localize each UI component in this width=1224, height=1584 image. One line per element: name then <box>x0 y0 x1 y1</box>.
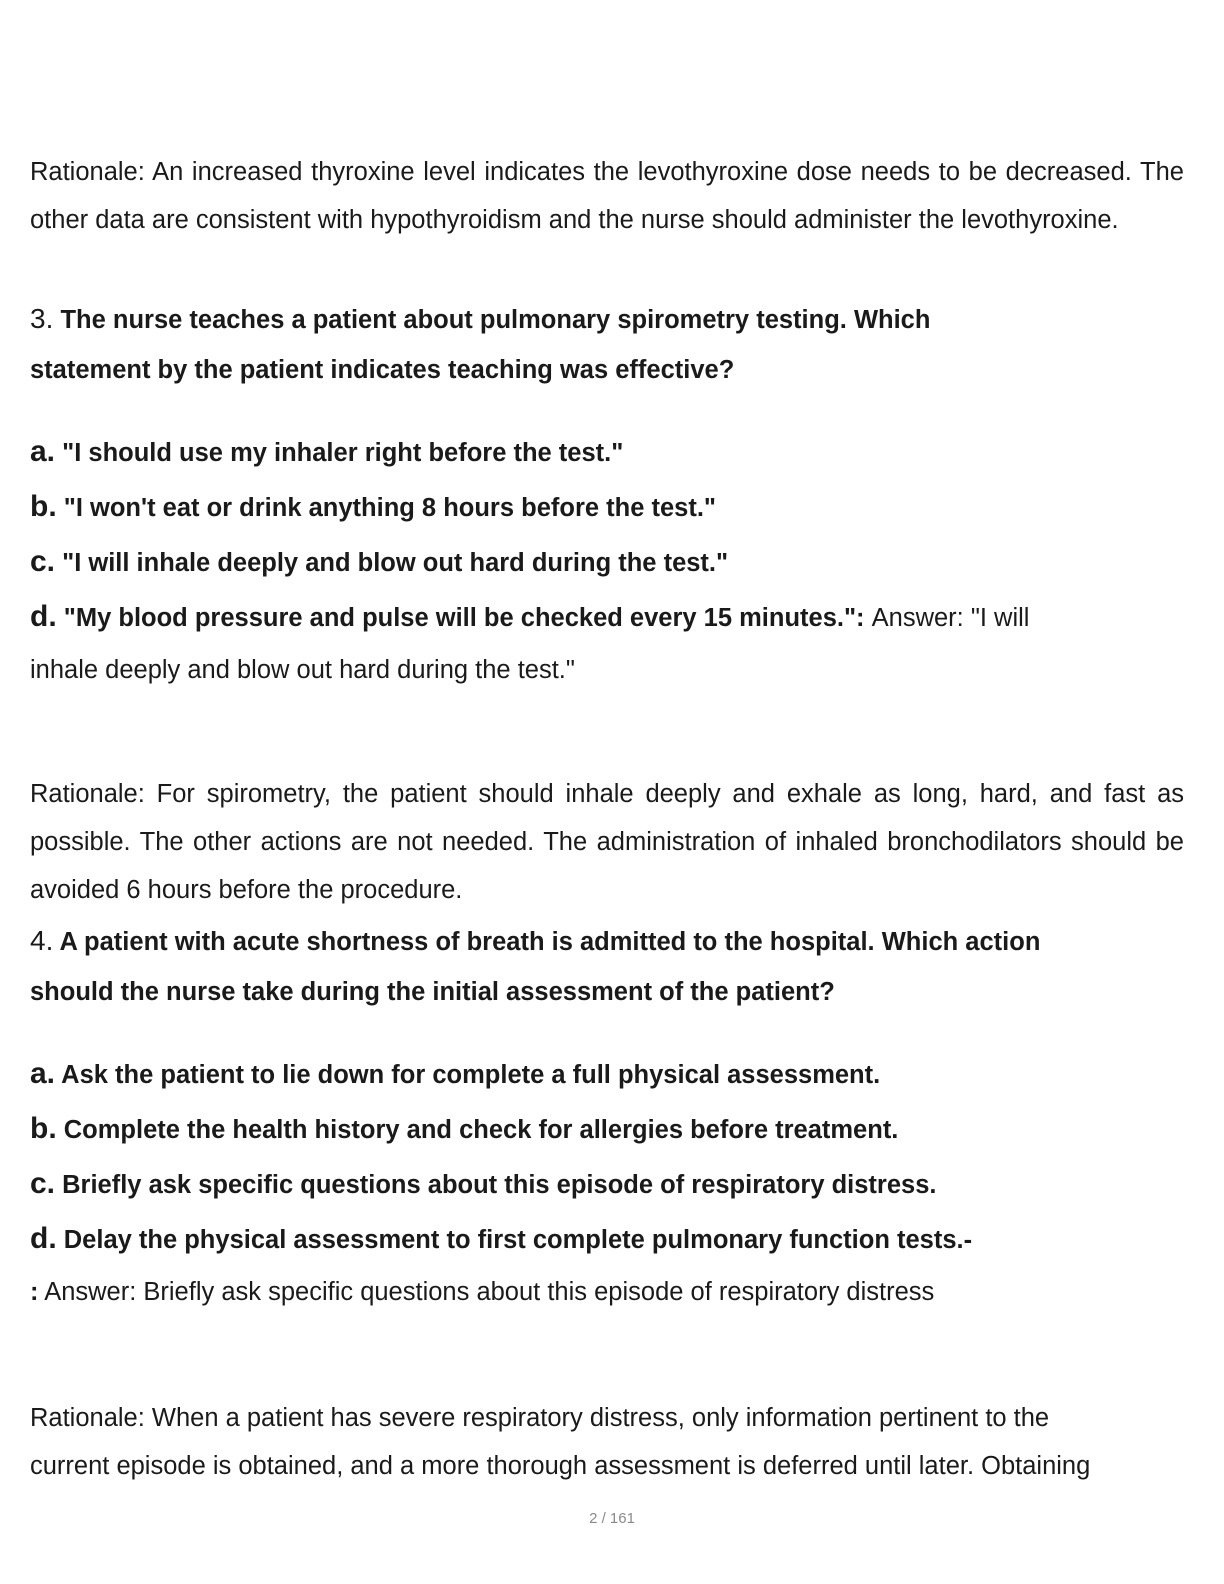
rationale-q2 <box>30 148 1184 244</box>
rationale-line2: current episode is obtained, and a more thorough assessment is deferred until later. Obtaining <box>30 1452 1091 1480</box>
rationale-line1: Rationale: When a patient has severe respiratory distress, only information pertinent to the <box>30 1404 1050 1432</box>
answer-colon: : <box>30 1278 39 1306</box>
rationale-q4 <box>30 1394 1184 1490</box>
option-c <box>30 1157 1184 1212</box>
option-b <box>30 480 1184 535</box>
question-3-options <box>30 425 1184 695</box>
rationale-text: Rationale: For spirometry, the patient should inhale deeply and exhale as long, hard, and fast as possible. The other actions are not needed. The administration of inhaled bronchodilators should be avoided 6 hours before the procedure. <box>30 780 1184 904</box>
option-a <box>30 425 1184 480</box>
option-letter: c. <box>30 545 56 578</box>
question-4-options <box>30 1047 1184 1317</box>
question-3-stem-line1 <box>30 294 1184 345</box>
option-letter: b. <box>30 1112 57 1145</box>
question-4-stem-line2: should the nurse take during the initial assessment of the patient? <box>30 978 835 1006</box>
question-stem: The nurse teaches a patient about pulmonary spirometry testing. Which <box>60 306 931 334</box>
option-d <box>30 1212 1184 1267</box>
option-d <box>30 590 1184 645</box>
page-number: 2 / 161 <box>589 1510 635 1527</box>
question-number: 3. <box>30 303 54 334</box>
option-c <box>30 535 1184 590</box>
question-4-stem-line1 <box>30 916 1184 967</box>
option-text: "I should use my inhaler right before the test." <box>62 439 624 467</box>
option-letter: d. <box>30 600 57 633</box>
option-text: Briefly ask specific questions about this episode of respiratory distress. <box>62 1171 937 1199</box>
question-number: 4. <box>30 925 54 956</box>
question-3 <box>30 294 1184 395</box>
answer-text: Answer: Briefly ask specific questions about this episode of respiratory distress <box>44 1278 935 1306</box>
rationale-q3 <box>30 770 1184 914</box>
option-letter: a. <box>30 1057 56 1090</box>
option-letter: a. <box>30 435 56 468</box>
answer-line <box>30 1267 1184 1317</box>
option-letter: d. <box>30 1222 57 1255</box>
option-text: "I won't eat or drink anything 8 hours before the test." <box>63 494 716 522</box>
option-b <box>30 1102 1184 1157</box>
question-4 <box>30 916 1184 1017</box>
question-stem: A patient with acute shortness of breath is admitted to the hospital. Which action <box>59 928 1041 956</box>
option-text: Ask the patient to lie down for complete a full physical assessment. <box>61 1061 881 1089</box>
option-text: Complete the health history and check for allergies before treatment. <box>63 1116 899 1144</box>
rationale-text: Rationale: An increased thyroxine level indicates the levothyroxine dose needs to be decreased. The other data are consistent with hypothyroidism and the nurse should administer the levothyroxine. <box>30 158 1184 234</box>
option-text: "My blood pressure and pulse will be checked every 15 minutes.": <box>63 604 865 632</box>
answer-continuation: inhale deeply and blow out hard during the test." <box>30 656 575 684</box>
question-3-stem-line2: statement by the patient indicates teaching was effective? <box>30 356 735 384</box>
option-a <box>30 1047 1184 1102</box>
option-text: "I will inhale deeply and blow out hard during the test." <box>62 549 729 577</box>
option-letter: b. <box>30 490 57 523</box>
option-text: Delay the physical assessment to first complete pulmonary function tests.- <box>63 1226 973 1254</box>
option-letter: c. <box>30 1167 56 1200</box>
answer-inline: Answer: "I will <box>871 604 1030 632</box>
